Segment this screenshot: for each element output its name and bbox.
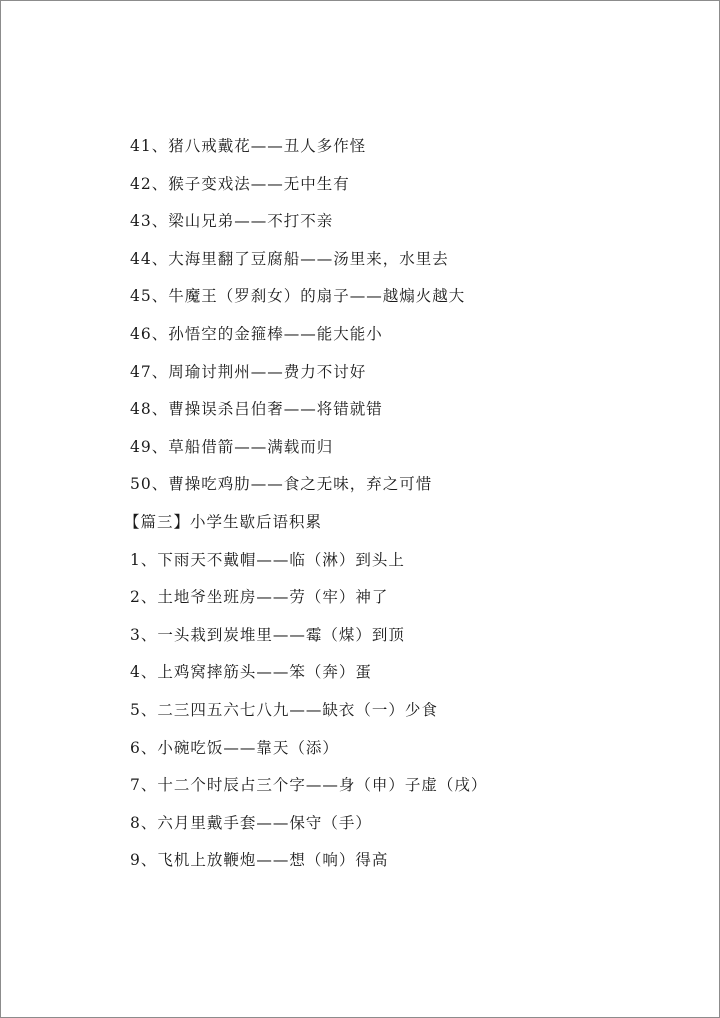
list-item: 2、土地爷坐班房——劳（牢）神了 [130,588,389,607]
list-item: 43、梁山兄弟——不打不亲 [130,212,334,231]
list-item: 44、大海里翻了豆腐船——汤里来，水里去 [130,249,449,268]
list-item: 45、牛魔王（罗刹女）的扇子——越煽火越大 [130,287,466,306]
list-item: 5、二三四五六七八九——缺衣（一）少食 [130,700,438,719]
list-item: 48、曹操误杀吕伯奢——将错就错 [130,400,383,419]
list-item: 6、小碗吃饭——靠天（添） [130,738,339,757]
document-body [124,132,690,884]
list-item: 7、十二个时辰占三个字——身（申）子虚（戌） [130,776,488,795]
list-item: 9、飞机上放鞭炮——想（响）得高 [130,851,389,870]
list-item: 50、曹操吃鸡肋——食之无味，弃之可惜 [130,475,433,494]
list-item: 49、草船借箭——满载而归 [130,437,334,456]
list-item: 41、猪八戒戴花——丑人多作怪 [130,137,367,155]
list-item: 42、猴子变戏法——无中生有 [130,174,350,193]
list-item: 46、孙悟空的金箍棒——能大能小 [130,324,383,343]
list-item: 1、下雨天不戴帽——临（淋）到头上 [130,550,405,569]
list-item: 47、周瑜讨荆州——费力不讨好 [130,362,367,381]
list-item: 4、上鸡窝摔筋头——笨（奔）蛋 [130,663,372,682]
list-item: 3、一头栽到炭堆里——霉（煤）到顶 [130,625,405,644]
section-heading: 【篇三】小学生歇后语积累 [124,512,323,531]
list-item: 8、六月里戴手套——保守（手） [130,813,372,832]
